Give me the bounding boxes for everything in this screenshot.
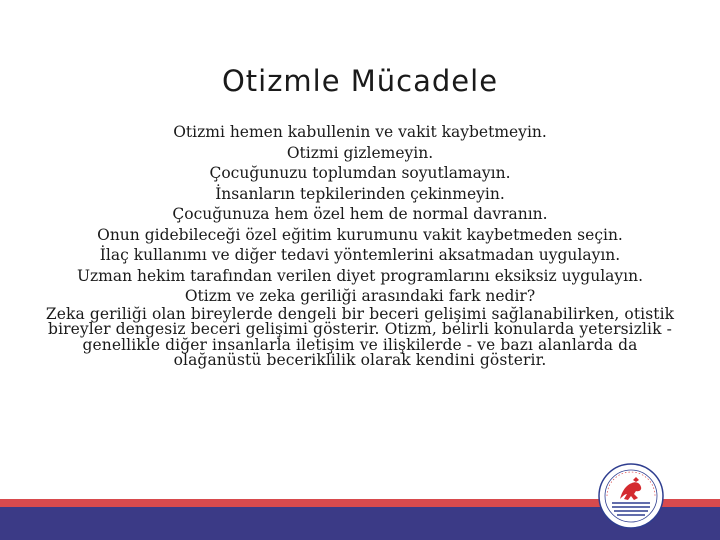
body-line: Otizmi gizlemeyin. xyxy=(286,143,434,162)
body-line: İnsanların tepkilerinden çekinmeyin. xyxy=(215,184,505,203)
body-line: Çocuğunuzu toplumdan soyutlamayın. xyxy=(209,164,511,182)
body-paragraph: Zeka geriliği olan bireylerde dengeli bir beceri gelişimi sağlanabilirken, otistik bireyler dengesiz beceri gelişimi gösterir. Otizm, belirli konularda yetersizlik - genellikle diğer insanlarla iletişim ve ilişkilerde - ve bazı alanlarda da olağanüstü beceriklilik olarak kendini gösterir. xyxy=(45,304,675,369)
body-line: Onun gidebileceği özel eğitim kurumunu vakit kaybetmeden seçin. xyxy=(97,225,623,244)
body-line: İlaç kullanımı ve diğer tedavi yöntemlerini aksatmadan uygulayın. xyxy=(99,246,621,264)
body-line: Otizmi hemen kabullenin ve vakit kaybetmeyin. xyxy=(173,123,547,141)
university-seal-icon xyxy=(598,463,664,529)
slide-body xyxy=(40,122,680,369)
body-line: Uzman hekim tarafından verilen diyet programlarını eksiksiz uygulayın. xyxy=(76,266,644,285)
body-line: Çocuğunuza hem özel hem de normal davranın. xyxy=(172,205,548,223)
slide-title: Otizmle Mücadele xyxy=(221,64,499,98)
body-line: Otizm ve zeka geriliği arasındaki fark nedir? xyxy=(184,287,536,305)
